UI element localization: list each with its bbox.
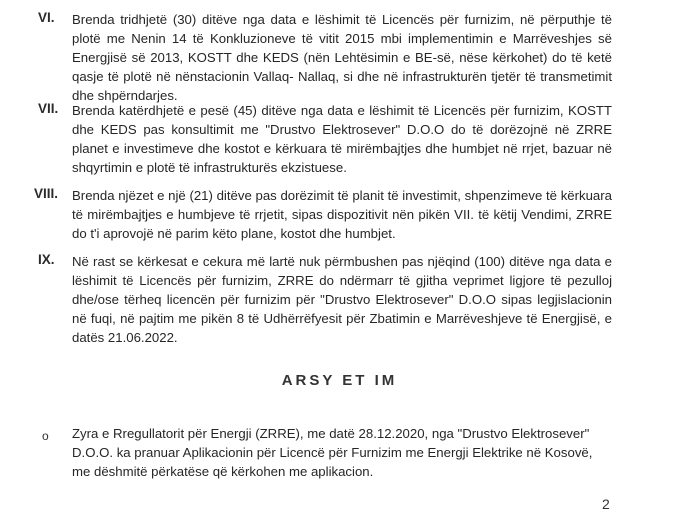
point-number: VIII. [34, 186, 59, 201]
section-heading: ARSY ET IM [281, 372, 398, 389]
bullet-icon: o [42, 429, 49, 443]
point-number: VII. [38, 101, 59, 116]
point-text: Brenda katërdhjetë e pesë (45) ditëve nga data e lëshimit të Licencës për furnizim, KOSTT dhe KEDS pas konsultimit me "Drustvo Elektrosever" D.O.O do të dorëzojnë në ZRRE planet e investimeve dhe kostot e kërkuara të mirëmbajtjes dhe humbjet në rrjet, bazuar në shqyrtimin e plotë të infrastrukturës ekzistuese. [72, 103, 612, 175]
page-number: 2 [602, 496, 610, 512]
point-number: VI. [38, 10, 55, 25]
bullet-paragraph: Zyra e Rregullatorit për Energji (ZRRE), me datë 28.12.2020, nga "Drustvo Elektrosever" D.O.O. ka pranuar Aplikacionin për Licencë për Furnizim me Energji Elektrike në Kosovë, me dëshmitë përkatëse që kërkohen me aplikacion. [72, 426, 593, 479]
point-text: Brenda tridhjetë (30) ditëve nga data e lëshimit të Licencës për furnizim, në përputhje të plotë me Nenin 14 të Konkluzioneve të vitit 2015 mbi implementimin e Marrëveshjes së Energjisë së 2013, KOSTT dhe KEDS (nën Lehtësimin e BE-së, nëse kërkohet) do të ketë qasje të plotë në nënstacionin Vallaq- Nallaq, si dhe në infrastrukturën tjetër të transmetimit dhe shpërndarjes. [72, 12, 612, 103]
point-text: Brenda njëzet e një (21) ditëve pas dorëzimit të planit të investimit, shpenzimeve të kërkuara të mirëmbajtjes e humbjeve të rrjetit, sipas dispozitivit nën pikën VII. të këtij Vendimi, ZRRE do t'i aprovojë në parim këto plane, kostot dhe humbjet. [72, 188, 612, 241]
point-text: Në rast se kërkesat e cekura më lartë nuk përmbushen pas njëqind (100) ditëve nga data e lëshimit të Licencës për furnizim, ZRRE do ndërmarr të gjitha veprimet ligjore të pezulloj dhe/ose tërheq licencën për furnizim për "Drustvo Elektrosever" D.O.O sipas legjislacionin në fuqi, në pajtim me pikën 8 të Udhërrëfyesit për Zbatimin e Marrëveshjeve të Energjisë, e datës 21.06.2022. [72, 254, 612, 345]
point-number: IX. [38, 252, 55, 267]
